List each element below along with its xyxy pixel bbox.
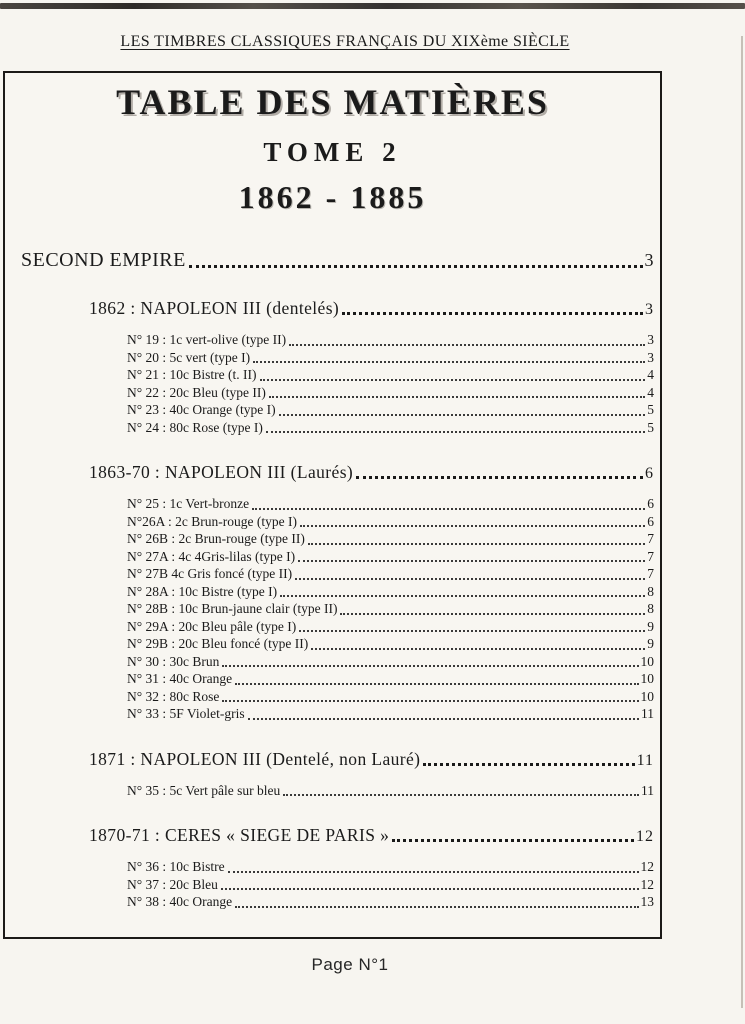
entry-page-number: 11	[641, 706, 654, 721]
toc-item	[127, 401, 654, 419]
leader-dots	[228, 871, 639, 873]
toc-section	[5, 749, 660, 800]
toc-item	[127, 653, 654, 671]
content-frame	[3, 71, 662, 939]
toc-section-items	[127, 331, 654, 436]
toc-item	[127, 705, 654, 723]
entry-page-number: 12	[640, 876, 654, 892]
toc-section-items	[127, 858, 654, 911]
entry-page-number: 5	[647, 419, 654, 435]
toc-section	[5, 462, 660, 723]
entry-label: N° 25 : 1c Vert-bronze	[127, 496, 250, 511]
toc-sections	[5, 298, 660, 911]
entry-label: SECOND EMPIRE	[21, 249, 186, 271]
title-block	[5, 81, 660, 216]
leader-dots	[356, 476, 643, 479]
leader-dots	[311, 648, 645, 650]
toc-item	[127, 331, 654, 349]
entry-page-number: 7	[647, 548, 654, 564]
toc-item	[127, 548, 654, 566]
leader-dots	[279, 414, 646, 416]
toc-root-entry	[21, 249, 654, 272]
entry-label: N° 26B : 2c Brun-rouge (type II)	[127, 531, 305, 546]
leader-dots	[280, 595, 645, 597]
entry-page-number: 5	[647, 402, 654, 417]
leader-dots	[295, 578, 645, 580]
entry-page-number: 3	[647, 332, 654, 347]
toc-item	[127, 565, 654, 583]
toc-section-heading	[89, 462, 654, 483]
entry-page-number: 3	[644, 250, 654, 270]
entry-page-number: 4	[647, 384, 654, 400]
toc-item	[127, 495, 654, 513]
entry-label: 1870-71 : CERES « SIEGE DE PARIS »	[89, 825, 390, 845]
toc-item	[127, 618, 654, 636]
leader-dots	[392, 839, 634, 842]
toc-item	[127, 893, 654, 911]
entry-label: N° 37 : 20c Bleu	[127, 876, 218, 892]
leader-dots	[253, 361, 645, 363]
leader-dots	[342, 312, 643, 315]
entry-page-number: 3	[645, 301, 654, 318]
entry-label: N° 31 : 40c Orange	[127, 671, 233, 686]
entry-page-number: 11	[641, 782, 654, 798]
toc-section-items	[127, 782, 654, 800]
toc-item	[127, 384, 654, 402]
toc-item	[127, 876, 654, 894]
scan-artifact-right-edge	[741, 36, 743, 1008]
page-title: TABLE DES MATIÈRES	[116, 82, 549, 122]
leader-dots	[266, 431, 645, 433]
entry-label: N° 29B : 20c Bleu foncé (type II)	[127, 636, 309, 651]
years-range: 1862 - 1885	[238, 179, 427, 215]
leader-dots	[222, 700, 638, 702]
toc-section-heading	[89, 749, 654, 770]
toc-section-heading	[89, 825, 654, 846]
entry-label: N° 22 : 20c Bleu (type II)	[127, 384, 266, 400]
entry-page-number: 8	[647, 583, 654, 599]
leader-dots	[299, 630, 645, 632]
entry-label: N° 21 : 10c Bistre (t. II)	[127, 367, 257, 382]
footer-page-number: Page N°1	[311, 955, 389, 974]
entry-page-number: 7	[647, 531, 654, 546]
entry-page-number: 4	[647, 367, 654, 382]
leader-dots	[308, 543, 645, 545]
toc-item	[127, 600, 654, 618]
entry-label: N° 27B 4c Gris foncé (type II)	[127, 566, 293, 581]
leader-dots	[221, 888, 639, 890]
toc-item	[127, 530, 654, 548]
toc-section	[5, 825, 660, 911]
entry-page-number: 11	[636, 751, 654, 769]
entry-label: N° 24 : 80c Rose (type I)	[127, 419, 263, 435]
leader-dots	[235, 906, 638, 908]
entry-page-number: 6	[647, 513, 654, 529]
entry-label: N° 35 : 5c Vert pâle sur bleu	[127, 782, 281, 798]
leader-dots	[235, 683, 638, 685]
entry-page-number: 12	[636, 828, 654, 845]
leader-dots	[252, 508, 645, 510]
toc-item	[127, 858, 654, 876]
entry-page-number: 12	[640, 859, 654, 874]
leader-dots	[222, 665, 638, 667]
leader-dots	[300, 525, 645, 527]
leader-dots	[248, 718, 639, 720]
entry-page-number: 3	[647, 349, 654, 365]
entry-page-number: 6	[645, 465, 654, 482]
toc-section-heading	[89, 298, 654, 319]
entry-label: N° 19 : 1c vert-olive (type II)	[127, 332, 287, 347]
entry-label: N° 32 : 80c Rose	[127, 688, 220, 704]
leader-dots	[340, 613, 645, 615]
entry-label: 1871 : NAPOLEON III (Dentelé, non Lauré)	[89, 748, 421, 769]
leader-dots	[189, 265, 643, 268]
entry-page-number: 10	[640, 671, 654, 686]
scan-artifact-top-band	[0, 3, 745, 9]
document-header: LES TIMBRES CLASSIQUES FRANÇAIS DU XIXème SIÈCLE	[120, 33, 570, 50]
leader-dots	[260, 379, 646, 381]
entry-page-number: 10	[640, 653, 654, 669]
entry-page-number: 8	[647, 601, 654, 616]
entry-label: N° 33 : 5F Violet-gris	[127, 706, 245, 721]
toc-item	[127, 670, 654, 688]
leader-dots	[298, 560, 645, 562]
entry-page-number: 10	[640, 688, 654, 704]
entry-label: N° 23 : 40c Orange (type I)	[127, 402, 276, 417]
entry-label: N° 20 : 5c vert (type I)	[127, 349, 251, 365]
toc-item	[127, 419, 654, 437]
entry-label: N° 28A : 10c Bistre (type I)	[127, 583, 278, 599]
entry-page-number: 9	[647, 636, 654, 651]
entry-label: 1862 : NAPOLEON III (dentelés)	[89, 298, 340, 318]
toc-item	[127, 635, 654, 653]
entry-label: N° 30 : 30c Brun	[127, 653, 220, 669]
toc-section	[5, 298, 660, 436]
entry-label: N°26A : 2c Brun-rouge (type I)	[127, 513, 297, 529]
toc-item	[127, 688, 654, 706]
tome-subtitle: TOME 2	[263, 137, 402, 167]
toc-section-items	[127, 495, 654, 723]
entry-label: 1863-70 : NAPOLEON III (Laurés)	[89, 462, 354, 482]
table-of-contents	[5, 249, 660, 911]
toc-item	[127, 513, 654, 531]
leader-dots	[423, 763, 634, 766]
entry-page-number: 7	[647, 566, 654, 581]
toc-item	[127, 349, 654, 367]
toc-item	[127, 366, 654, 384]
entry-label: N° 29A : 20c Bleu pâle (type I)	[127, 618, 297, 634]
toc-item	[127, 782, 654, 800]
leader-dots	[283, 794, 639, 796]
leader-dots	[289, 344, 645, 346]
entry-page-number: 6	[647, 496, 654, 511]
entry-page-number: 13	[640, 894, 654, 909]
entry-label: N° 38 : 40c Orange	[127, 894, 233, 909]
leader-dots	[269, 396, 645, 398]
toc-item	[127, 583, 654, 601]
entry-label: N° 27A : 4c 4Gris-lilas (type I)	[127, 548, 296, 564]
entry-label: N° 28B : 10c Brun-jaune clair (type II)	[127, 601, 338, 616]
entry-label: N° 36 : 10c Bistre	[127, 859, 225, 874]
entry-page-number: 9	[647, 618, 654, 634]
